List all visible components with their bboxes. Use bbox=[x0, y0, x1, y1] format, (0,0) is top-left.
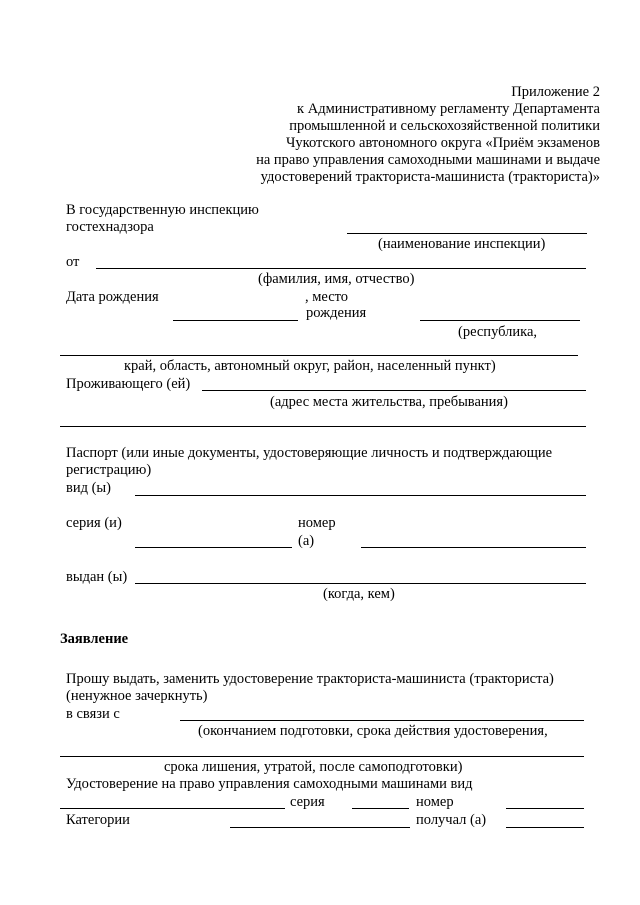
number-field[interactable] bbox=[361, 547, 586, 548]
license-series-field[interactable] bbox=[352, 808, 409, 809]
address-hint: (адрес места жительства, пребывания) bbox=[270, 394, 508, 410]
birth-date-field[interactable] bbox=[173, 320, 298, 321]
license-line: Удостоверение на право управления самоходными машинами вид bbox=[66, 776, 473, 792]
application-title: Заявление bbox=[60, 631, 129, 647]
number-label-2: (а) bbox=[298, 533, 315, 549]
kind-label: вид (ы) bbox=[66, 480, 112, 496]
license-kind-field[interactable] bbox=[60, 808, 285, 809]
reason-label: в связи с bbox=[66, 706, 120, 722]
place-hint-1: (республика, bbox=[458, 324, 538, 340]
birth-date-label: Дата рождения bbox=[66, 289, 159, 305]
place-label-2: рождения bbox=[306, 305, 367, 321]
birth-place-field[interactable] bbox=[420, 320, 580, 321]
kind-field[interactable] bbox=[135, 495, 586, 496]
fio-field[interactable] bbox=[96, 268, 586, 269]
reason-field-2[interactable] bbox=[60, 756, 584, 757]
place-hint-2: край, область, автономный округ, район, населенный пункт) bbox=[124, 358, 496, 374]
header-line-5: на право управления самоходными машинами и выдаче bbox=[256, 152, 600, 168]
to-line-2: гостехнадзора bbox=[66, 219, 154, 235]
number-label-1: номер bbox=[298, 515, 336, 531]
header-line-4: Чукотского автономного округа «Приём экзаменов bbox=[286, 135, 600, 151]
categories-label: Категории bbox=[66, 812, 130, 828]
license-number-label: номер bbox=[416, 794, 454, 810]
series-label: серия (и) bbox=[66, 515, 122, 531]
passport-line-1: Паспорт (или иные документы, удостоверяющие личность и подтверждающие bbox=[66, 445, 553, 461]
inspection-hint: (наименование инспекции) bbox=[378, 236, 546, 252]
request-line-2: (ненужное зачеркнуть) bbox=[66, 688, 208, 704]
address-field[interactable] bbox=[202, 390, 586, 391]
address-field-2[interactable] bbox=[60, 426, 586, 427]
header-line-3: промышленной и сельскохозяйственной политики bbox=[289, 118, 600, 134]
inspection-field[interactable] bbox=[347, 233, 587, 234]
reason-field[interactable] bbox=[180, 720, 584, 721]
passport-line-2: регистрацию) bbox=[66, 462, 152, 478]
series-field[interactable] bbox=[135, 547, 292, 548]
license-series-label: серия bbox=[290, 794, 325, 810]
reason-hint-2: срока лишения, утратой, после самоподготовки) bbox=[164, 759, 463, 775]
issued-label: выдан (ы) bbox=[66, 569, 128, 585]
place-label-1: , место bbox=[305, 289, 349, 305]
to-line-1: В государственную инспекцию bbox=[66, 202, 259, 218]
request-line-1: Прошу выдать, заменить удостоверение тракториста-машиниста (тракториста) bbox=[66, 671, 554, 687]
issued-field[interactable] bbox=[135, 583, 586, 584]
issued-hint: (когда, кем) bbox=[323, 586, 395, 602]
license-number-field[interactable] bbox=[506, 808, 584, 809]
header-line-6: удостоверений тракториста-машиниста (тракториста)» bbox=[260, 169, 600, 185]
birth-place-field-2[interactable] bbox=[60, 355, 578, 356]
fio-hint: (фамилия, имя, отчество) bbox=[258, 271, 415, 287]
received-field[interactable] bbox=[506, 827, 584, 828]
categories-field[interactable] bbox=[230, 827, 410, 828]
header-line-1: Приложение 2 bbox=[511, 84, 600, 100]
reason-hint-1: (окончанием подготовки, срока действия удостоверения, bbox=[198, 723, 548, 739]
received-label: получал (а) bbox=[416, 812, 487, 828]
residing-label: Проживающего (ей) bbox=[66, 376, 191, 392]
from-label: от bbox=[66, 254, 80, 270]
header-line-2: к Административному регламенту Департамента bbox=[297, 101, 600, 117]
